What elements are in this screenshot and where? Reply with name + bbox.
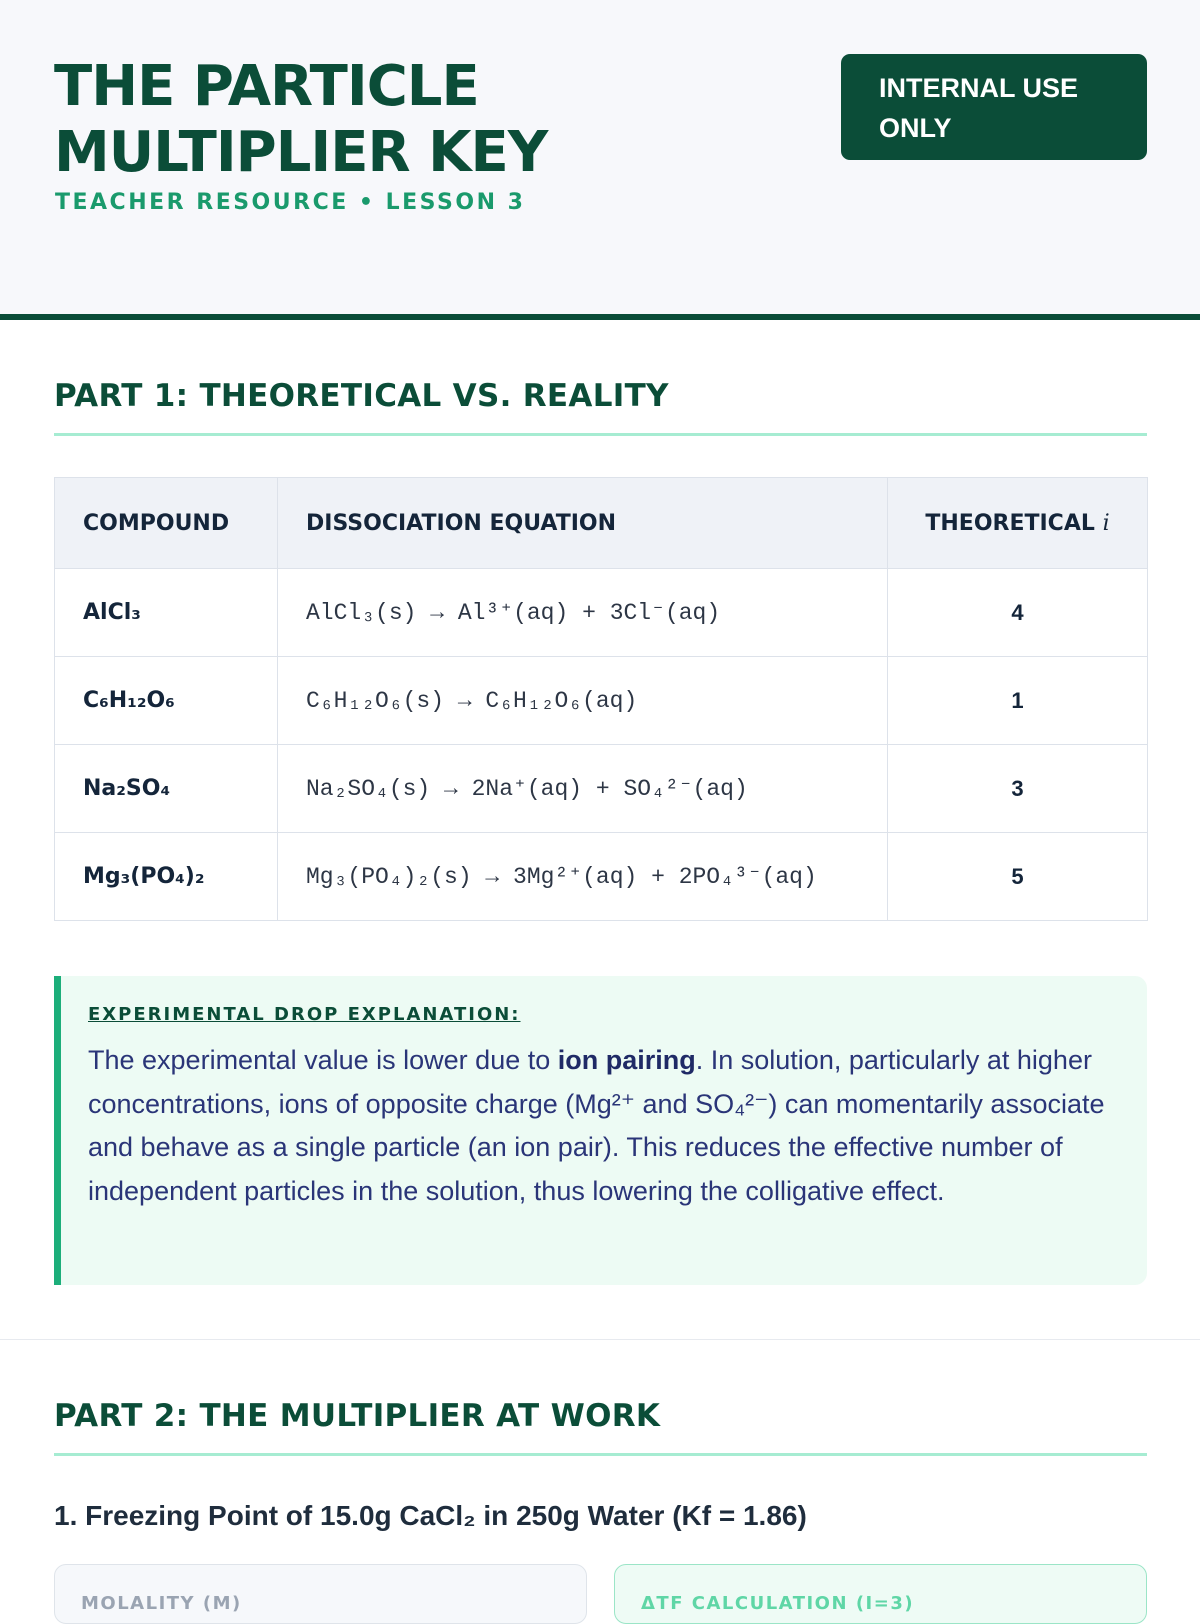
equation-cell: AlCl₃(s) → Al³⁺(aq) + 3Cl⁻(aq) [278,569,888,657]
question-1: 1. Freezing Point of 15.0g CaCl₂ in 250g Water (Kf = 1.86) [54,1500,807,1531]
i-value-cell: 3 [888,745,1148,833]
table-row [55,833,1148,921]
molality-card [54,1564,587,1624]
equation-cell: Mg₃(PO₄)₂(s) → 3Mg²⁺(aq) + 2PO₄³⁻(aq) [278,833,888,921]
compound-cell: C₆H₁₂O₆ [55,657,278,745]
callout-text-bold: ion pairing [557,1045,696,1075]
experimental-drop-callout [54,976,1147,1285]
equation-cell: C₆H₁₂O₆(s) → C₆H₁₂O₆(aq) [278,657,888,745]
table-row [55,657,1148,745]
compound-cell: Mg₃(PO₄)₂ [55,833,278,921]
table-row [55,569,1148,657]
delta-tf-card [614,1564,1147,1624]
table-row [55,745,1148,833]
equation-cell: Na₂SO₄(s) → 2Na⁺(aq) + SO₄²⁻(aq) [278,745,888,833]
header-theoretical-label: THEORETICAL [925,510,1095,536]
compound-cell: AlCl₃ [55,569,278,657]
page-subtitle: TEACHER RESOURCE • LESSON 3 [55,190,526,215]
header-compound: COMPOUND [55,478,278,569]
page-header [0,0,1200,320]
page-title: THE PARTICLE MULTIPLIER KEY [54,54,548,185]
table-header-row [55,478,1148,569]
callout-text [88,1039,1121,1213]
i-symbol: i [1102,510,1110,536]
section-divider [0,1339,1200,1340]
compound-cell: Na₂SO₄ [55,745,278,833]
i-value-cell: 1 [888,657,1148,745]
header-theoretical-i [888,478,1148,569]
part1-title: PART 1: THEORETICAL VS. REALITY [54,378,669,414]
internal-use-badge: INTERNAL USE ONLY [841,54,1147,160]
callout-label: EXPERIMENTAL DROP EXPLANATION: [88,1004,521,1025]
callout-text-after: . In solution, particularly at higher concentrations, ions of opposite charge (Mg²⁺ and SO₄²⁻) can momentarily associate and behave as a single particle (an ion pair). This reduces the effective number of independent particles in the solution, thus lowering the colligative effect. [88,1045,1105,1206]
dissociation-table [54,477,1148,921]
i-value-cell: 5 [888,833,1148,921]
header-equation: DISSOCIATION EQUATION [278,478,888,569]
delta-tf-card-label: ΔTF CALCULATION (I=3) [641,1593,915,1614]
part1-rule [54,433,1147,436]
i-value-cell: 4 [888,569,1148,657]
molality-card-label: MOLALITY (M) [81,1593,242,1614]
part2-rule [54,1453,1147,1456]
part2-title: PART 2: THE MULTIPLIER AT WORK [54,1398,661,1434]
callout-text-before: The experimental value is lower due to [88,1045,558,1075]
